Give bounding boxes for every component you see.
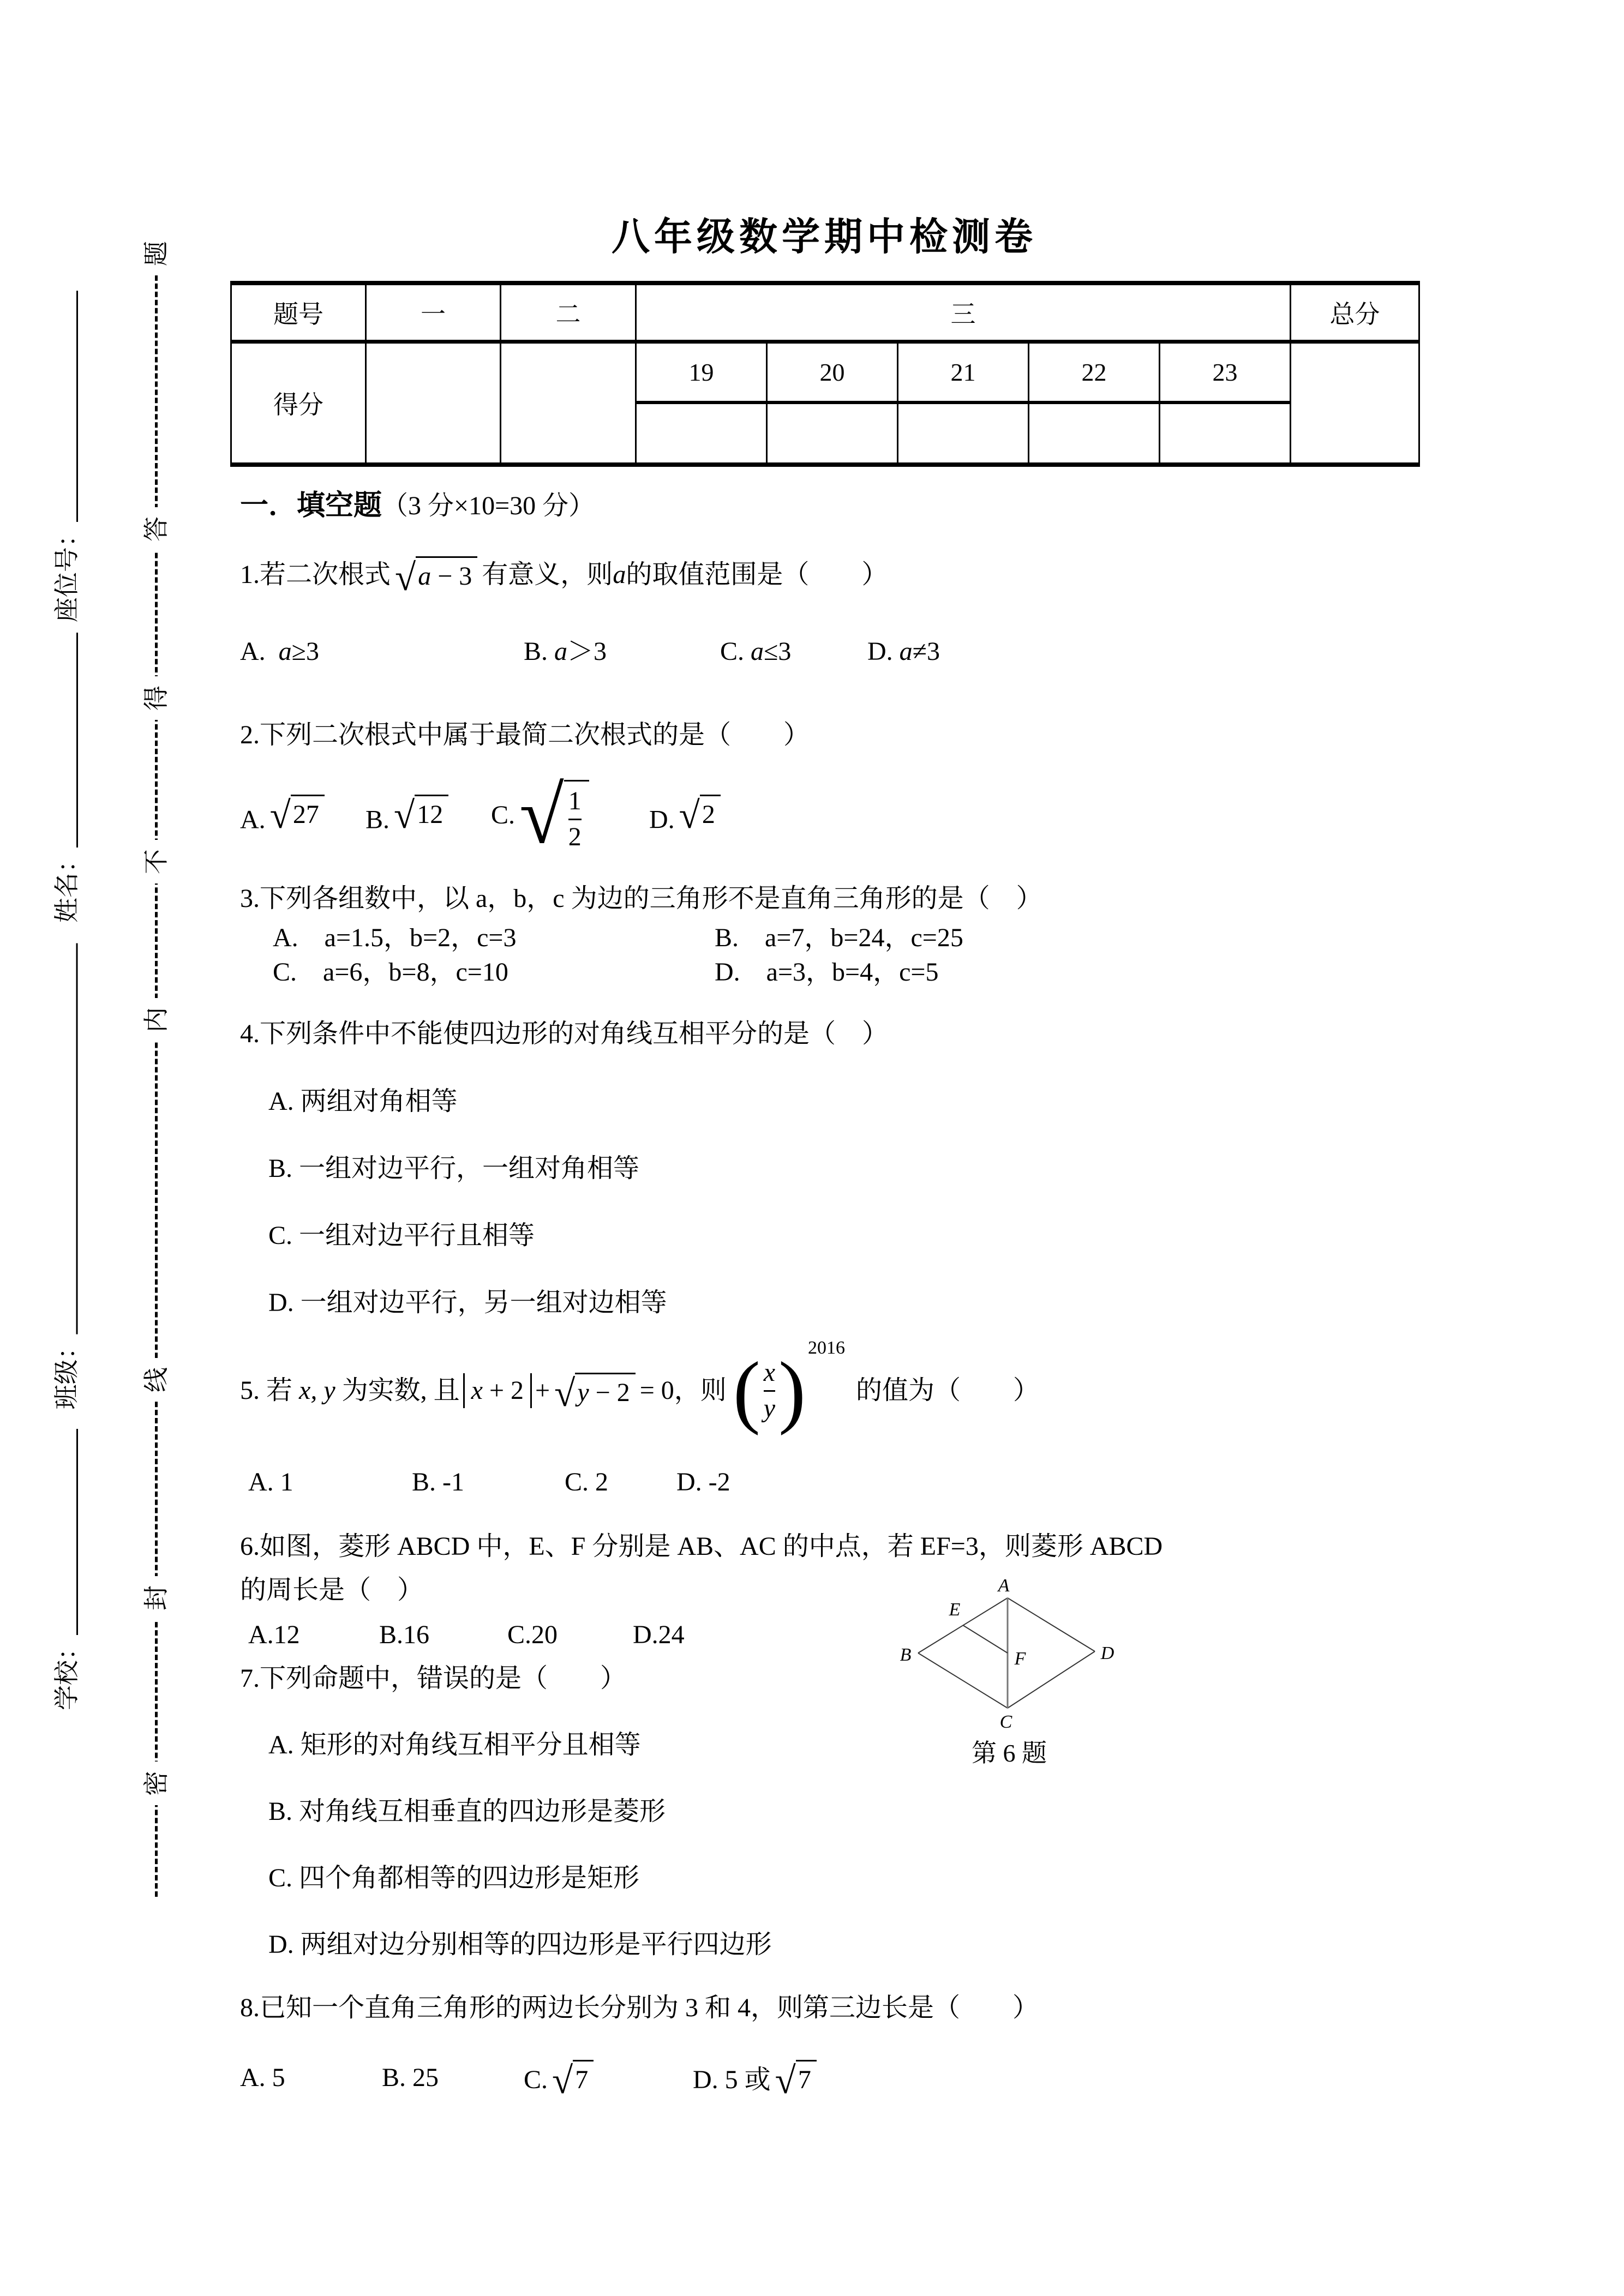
question-1-stem: 1.若二次根式 √ a − 3 有意义，则 a 的取值范围是（ ） <box>240 556 888 599</box>
question-4-option-b: B. 一组对边平行，一组对角相等 <box>268 1154 640 1183</box>
subcol-19: 19 <box>636 342 767 403</box>
option-b: B. 25 <box>382 2063 439 2092</box>
student-name-field <box>51 633 83 923</box>
question-4-option-d: D. 一组对边平行，另一组对边相等 <box>268 1288 667 1317</box>
rhombus-figure-q6 <box>889 1576 1129 1732</box>
option-b: B. a=7，b=24，c=25 <box>715 923 963 952</box>
question-6-options <box>248 1619 685 1651</box>
header-section-one: 一 <box>366 283 501 342</box>
question-5-options <box>248 1466 730 1499</box>
score-cell-23 <box>1160 402 1291 465</box>
class-label: 班级： <box>52 1334 81 1410</box>
radical-one-half: √ $\frac{1}{2}$ <box>519 780 589 851</box>
option-a: A. a≥3 <box>240 637 320 666</box>
option-c: C. 2 <box>565 1468 609 1496</box>
section-score-note: （3 分×10=30 分） <box>382 491 595 520</box>
section-name: 一．填空题 <box>240 490 382 521</box>
option-b: B. -1 <box>412 1468 464 1496</box>
radical-a-minus-3: √ a − 3 <box>395 556 477 593</box>
question-6-stem-line1: 6.如图，菱形 ABCD 中，E、F 分别是 AB、AC 的中点，若 EF=3，则菱形 ABCD <box>240 1532 1163 1561</box>
seat-number-blank <box>76 291 78 522</box>
option-a: A. a=1.5，b=2，c=3 <box>273 923 517 952</box>
seal-char: 内 <box>140 998 173 1042</box>
option-d: D. -2 <box>676 1468 730 1496</box>
question-6-stem-line2: 的周长是（ ） <box>240 1576 424 1604</box>
question-7-option-d: D. 两组对边分别相等的四边形是平行四边形 <box>268 1930 772 1959</box>
score-cell-22 <box>1029 402 1160 465</box>
absolute-value: x + 2 <box>463 1373 532 1408</box>
vertex-label-C: C <box>999 1712 1012 1732</box>
question-5-stem: 5. 若 x, y 为实数, 且 x + 2 + √ y − 2 = 0 ，则 ( $\frac{x}{y}$ ) 2016 的值为（ ） <box>240 1337 1040 1436</box>
score-cell-two <box>501 342 636 465</box>
exponent-2016: 2016 <box>808 1337 846 1358</box>
header-total: 总分 <box>1291 283 1419 342</box>
seal-char: 得 <box>140 676 173 720</box>
segment-EF <box>963 1625 1008 1653</box>
option-a: A. √ 27 <box>240 795 365 837</box>
student-name-blank <box>76 633 78 848</box>
option-d: D. a≠3 <box>867 637 940 666</box>
subcol-23: 23 <box>1160 342 1291 403</box>
question-7-option-b: B. 对角线互相垂直的四边形是菱形 <box>268 1797 666 1826</box>
seal-char: 封 <box>140 1576 173 1620</box>
side-BC <box>918 1653 1008 1708</box>
question-1-options <box>240 635 940 668</box>
fraction-x-over-y: $\frac{x}{y}$ <box>763 1358 776 1423</box>
option-d: D. a=3，b=4，c=5 <box>715 958 939 987</box>
vertex-label-A: A <box>998 1576 1010 1596</box>
point-label-F: F <box>1014 1649 1026 1669</box>
figure-caption: 第 6 题 <box>972 1739 1047 1767</box>
student-name-label: 姓名： <box>53 848 81 923</box>
option-b: B. √ 12 <box>365 795 491 837</box>
seal-dotted-line <box>155 235 158 1897</box>
question-7-option-a: A. 矩形的对角线互相平分且相等 <box>268 1730 641 1759</box>
option-c: C. √ 7 <box>524 2060 693 2096</box>
point-label-E: E <box>949 1600 961 1620</box>
score-table <box>230 281 1420 467</box>
vertex-label-B: B <box>900 1645 912 1665</box>
option-b: B.16 <box>379 1620 430 1649</box>
header-section-three: 三 <box>636 283 1291 342</box>
score-table-subheader-row <box>231 342 1419 403</box>
seal-char: 线 <box>140 1358 173 1402</box>
header-question-number: 题号 <box>231 283 366 342</box>
option-d: D.24 <box>633 1620 685 1649</box>
score-table-header-row <box>231 283 1419 342</box>
seat-number-field <box>51 291 83 622</box>
question-4-stem: 4.下列条件中不能使四边形的对角线互相平分的是（ ） <box>240 1019 889 1048</box>
radical-y-minus-2: √ y − 2 <box>554 1373 636 1409</box>
seal-char: 密 <box>140 1762 173 1805</box>
class-field <box>51 943 83 1410</box>
question-3-options-row2 <box>273 956 939 989</box>
seal-char: 题 <box>140 232 173 275</box>
school-blank <box>76 1429 78 1635</box>
header-section-two: 二 <box>501 283 636 342</box>
school-label: 学校： <box>53 1635 81 1710</box>
option-d: D. 5 或 √ 7 <box>693 2060 821 2096</box>
section-header <box>240 488 595 524</box>
option-a: A. 5 <box>240 2063 285 2092</box>
question-2-options <box>240 761 725 870</box>
option-a: A.12 <box>248 1620 300 1649</box>
question-3-options-row1 <box>273 922 963 954</box>
question-7-option-c: C. 四个角都相等的四边形是矩形 <box>268 1864 640 1892</box>
class-blank <box>76 943 78 1335</box>
score-label-cell: 得分 <box>231 342 366 465</box>
question-8-options <box>240 2048 821 2108</box>
school-field <box>51 1429 83 1710</box>
score-cell-19 <box>636 402 767 465</box>
score-cell-20 <box>767 402 898 465</box>
subcol-21: 21 <box>898 342 1029 403</box>
option-d: D. √ 2 <box>649 795 725 837</box>
seat-number-label: 座位号： <box>53 522 81 622</box>
score-cell-one <box>366 342 501 465</box>
option-c: C. a≤3 <box>720 637 792 666</box>
option-c: C. a=6，b=8，c=10 <box>273 958 508 987</box>
option-c: C.20 <box>507 1620 558 1649</box>
page-title: 八年级数学期中检测卷 <box>612 217 1037 259</box>
question-2-stem: 2.下列二次根式中属于最简二次根式的是（ ） <box>240 720 810 749</box>
option-a: A. 1 <box>248 1468 293 1496</box>
score-cell-21 <box>898 402 1029 465</box>
side-DA <box>1008 1598 1095 1651</box>
subcol-20: 20 <box>767 342 898 403</box>
question-4-option-c: C. 一组对边平行且相等 <box>268 1221 535 1250</box>
question-8-stem: 8.已知一个直角三角形的两边长分别为 3 和 4，则第三边长是（ ） <box>240 1993 1039 2022</box>
question-3-stem: 3.下列各组数中，以 a，b，c 为边的三角形不是直角三角形的是（ ） <box>240 884 1042 913</box>
vertex-label-D: D <box>1100 1643 1114 1663</box>
question-4-option-a: A. 两组对角相等 <box>268 1087 458 1116</box>
score-cell-total <box>1291 342 1419 465</box>
seal-char: 不 <box>140 840 173 883</box>
question-7-stem: 7.下列命题中，错误的是（ ） <box>240 1664 627 1693</box>
option-b: B. a＞3 <box>524 637 607 666</box>
option-c: C. √ $\frac{1}{2}$ <box>491 780 649 851</box>
seal-char: 答 <box>140 507 173 551</box>
subcol-22: 22 <box>1029 342 1160 403</box>
